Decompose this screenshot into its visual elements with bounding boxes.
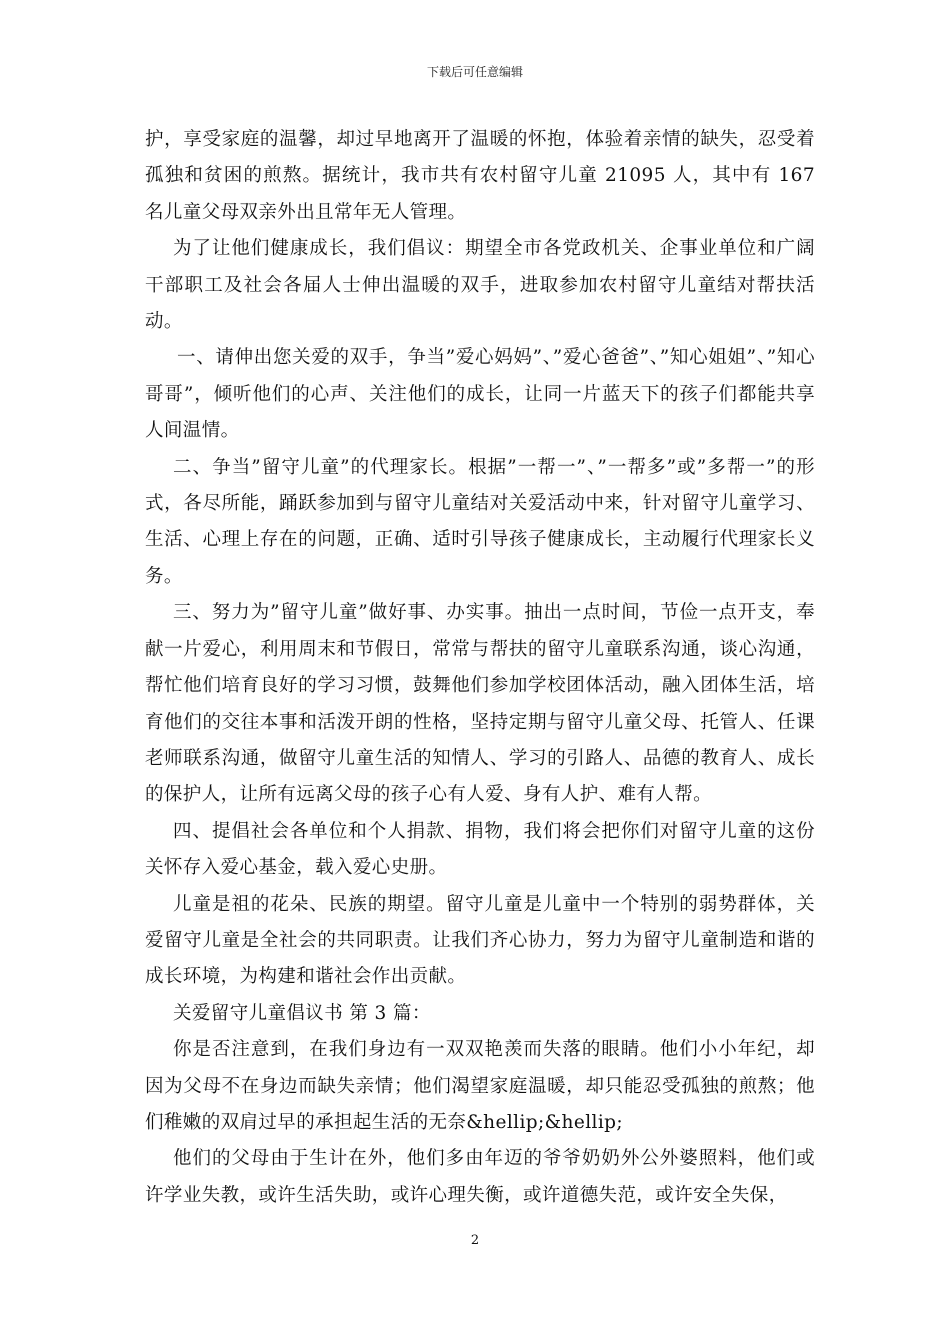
document-body [145, 122, 815, 1214]
paragraph-conclusion: 儿童是祖的花朵、民族的期望。留守儿童是儿童中一个特别的弱势群体，关爱留守儿童是全社会的共同职责。让我们齐心协力，努力为留守儿童制造和谐的成长环境，为构建和谐社会作出贡献。 [145, 893, 815, 988]
paragraph-item-one: 一、请伸出您关爱的双手，争当”爱心妈妈”、”爱心爸爸”、”知心姐姐”、”知心哥哥”，倾听他们的心声、关注他们的成长，让同一片蓝天下的孩子们都能共享人间温情。 [145, 347, 815, 442]
paragraph-continuation: 护，享受家庭的温馨，却过早地离开了温暖的怀抱，体验着亲情的缺失，忍受着孤独和贫困的煎熬。据统计，我市共有农村留守儿童 21095 人，其中有 167 名儿童父母双亲外出且常年无人管理。 [145, 129, 816, 223]
paragraph-proposal: 为了让他们健康成长，我们倡议：期望全市各党政机关、企事业单位和广阔干部职工及社会各届人士伸出温暖的双手，进取参加农村留守儿童结对帮扶活动。 [145, 238, 815, 333]
paragraph-section3-parents: 他们的父母由于生计在外，他们多由年迈的爷爷奶奶外公外婆照料，他们或许学业失教，或许生活失助，或许心理失衡，或许道德失范，或许安全失保， [145, 1148, 815, 1206]
page-number: 2 [470, 1233, 480, 1248]
section-heading: 关爱留守儿童倡议书 第 3 篇： [173, 1002, 431, 1024]
paragraph-item-four: 四、提倡社会各单位和个人捐款、捐物，我们将会把你们对留守儿童的这份关怀存入爱心基金，载入爱心史册。 [145, 820, 815, 879]
paragraph-section3-intro: 你是否注意到，在我们身边有一双双艳羡而失落的眼睛。他们小小年纪，却因为父母不在身边而缺失亲情；他们渴望家庭温暖，却只能忍受孤独的煎熬；他们稚嫩的双肩过早的承担起生活的无奈&hellip;&hellip; [145, 1039, 815, 1133]
header-note: 下载后可任意编辑 [426, 65, 523, 79]
paragraph-item-two: 二、争当”留守儿童”的代理家长。根据”一帮一”、”一帮多”或”多帮一”的形式，各尽所能，踊跃参加到与留守儿童结对关爱活动中来，针对留守儿童学习、生活、心理上存在的问题，正确、适时引导孩子健康成长，主动履行代理家长义务。 [145, 456, 815, 587]
paragraph-item-three: 三、努力为”留守儿童”做好事、办实事。抽出一点时间，节俭一点开支，奉献一片爱心，利用周末和节假日，常常与帮扶的留守儿童联系沟通，谈心沟通，帮忙他们培育良好的学习习惯，鼓舞他们参加学校团体活动，融入团体生活，培育他们的交往本事和活泼开朗的性格，坚持定期与留守儿童父母、托管人、任课老师联系沟通，做留守儿童生活的知情人、学习的引路人、品德的教育人、成长的保护人，让所有远离父母的孩子心有人爱、身有人护、难有人帮。 [145, 602, 815, 806]
